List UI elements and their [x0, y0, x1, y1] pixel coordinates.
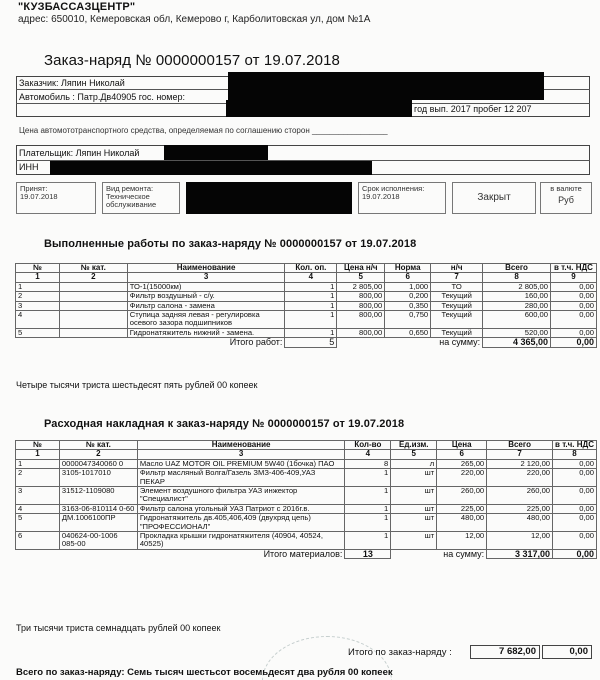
- term-label: Срок исполнения:: [362, 184, 425, 193]
- cell: Фильтр воздушный - с/у.: [127, 292, 285, 301]
- col-header: в т.ч. НДС: [550, 264, 596, 273]
- works-colnum-row: [16, 273, 597, 282]
- grand-total-label: Итого по заказ-наряду :: [348, 647, 452, 658]
- cell: 040624-00-1006 085-00: [59, 532, 137, 550]
- col-header: Кол. оп.: [285, 264, 337, 273]
- cell: Гидронатяжитель дв.405,406,409 (двухряд цепь) "ПРОФЕССИОНАЛ": [137, 514, 345, 532]
- col-header: н/ч: [431, 264, 483, 273]
- cell: 0,00: [550, 301, 596, 310]
- col-header: Цена: [437, 441, 487, 450]
- cell: [59, 301, 127, 310]
- cell: 260,00: [487, 487, 553, 505]
- table-row: [16, 292, 597, 301]
- redaction-bar: [186, 182, 352, 214]
- cell: [59, 282, 127, 291]
- cell: 0,650: [385, 328, 431, 337]
- cell: [59, 328, 127, 337]
- cell: 0,00: [553, 459, 597, 468]
- company-name: "КУЗБАССАЗЦЕНТР": [18, 1, 136, 13]
- works-total-row: [16, 338, 597, 347]
- materials-total-qty: 13: [345, 549, 391, 558]
- works-sum-label: на сумму:: [439, 337, 481, 348]
- payer-inn: ИНН: [19, 162, 39, 172]
- cell: Фильтр масляный Волга/Газель ЗМЗ-406-409,УАЗ ПЕКАР: [137, 469, 345, 487]
- cell: Масло UAZ MOTOR OIL PREMIUM 5W40 (1бочка) ПАО: [137, 459, 345, 468]
- cell: 1: [345, 469, 391, 487]
- cell: Текущий: [431, 301, 483, 310]
- col-header: Кол-во: [345, 441, 391, 450]
- cell: Текущий: [431, 328, 483, 337]
- cell: 4: [16, 311, 60, 329]
- cell: шт: [391, 487, 437, 505]
- document-title: Заказ-наряд № 0000000157 от 19.07.2018: [44, 52, 340, 69]
- cell: Фильтр салона угольный УАЗ Патриот с 2016г.в.: [137, 504, 345, 513]
- cell: 225,00: [437, 504, 487, 513]
- cell: 1: [285, 301, 337, 310]
- cell: 12,00: [437, 532, 487, 550]
- col-number: 4: [345, 450, 391, 459]
- table-row: [16, 532, 597, 550]
- col-header: Наименование: [127, 264, 285, 273]
- grand-total-value: 7 682,00: [470, 645, 540, 659]
- cell: л: [391, 459, 437, 468]
- col-header: Норма: [385, 264, 431, 273]
- cell: 260,00: [437, 487, 487, 505]
- col-header: Всего: [487, 441, 553, 450]
- works-sum-words: Четыре тысячи триста шестьдесят пять рублей 00 копеек: [16, 380, 258, 390]
- col-number: 8: [483, 273, 551, 282]
- repair-value: Техническое обслуживание: [106, 192, 157, 209]
- col-header: №: [16, 264, 60, 273]
- cell: 0,200: [385, 292, 431, 301]
- cell: Прокладка крышки гидронатяжителя (40904, 40524, 40525): [137, 532, 345, 550]
- cell: 3105-1017010: [59, 469, 137, 487]
- materials-total-row: [16, 549, 597, 558]
- cell: 800,00: [337, 328, 385, 337]
- col-header: №: [16, 441, 60, 450]
- cell: 3: [16, 301, 60, 310]
- materials-colnum-row: [16, 450, 597, 459]
- col-number: 1: [16, 450, 60, 459]
- cell: 0,350: [385, 301, 431, 310]
- col-number: 1: [16, 273, 60, 282]
- grand-total-nds: 0,00: [542, 645, 592, 659]
- works-sum-total: 4 365,00: [483, 338, 551, 347]
- cell: 1: [285, 311, 337, 329]
- customer-name: Заказчик: Ляпин Николай: [19, 78, 125, 88]
- col-number: 5: [337, 273, 385, 282]
- cell: 280,00: [483, 301, 551, 310]
- redaction-bar: [50, 161, 372, 175]
- cell: 800,00: [337, 311, 385, 329]
- col-number: 7: [487, 450, 553, 459]
- cell: 480,00: [437, 514, 487, 532]
- col-number: 3: [127, 273, 285, 282]
- col-number: 3: [137, 450, 345, 459]
- cell: 1: [345, 532, 391, 550]
- works-title: Выполненные работы по заказ-наряду № 0000000157 от 19.07.2018: [44, 238, 417, 250]
- cell: [59, 292, 127, 301]
- materials-title: Расходная накладная к заказ-наряду № 0000000157 от 19.07.2018: [44, 418, 405, 430]
- cell: 2: [16, 292, 60, 301]
- works-header-row: [16, 264, 597, 273]
- cell: 2 805,00: [483, 282, 551, 291]
- materials-header-row: [16, 441, 597, 450]
- col-number: 6: [437, 450, 487, 459]
- cell: 0,00: [553, 532, 597, 550]
- cell: 0000047340060 0: [59, 459, 137, 468]
- cell: 1: [16, 459, 60, 468]
- cell: 12,00: [487, 532, 553, 550]
- col-number: 4: [285, 273, 337, 282]
- cell: 1: [345, 514, 391, 532]
- col-header: № кат.: [59, 264, 127, 273]
- cell: шт: [391, 532, 437, 550]
- cell: 160,00: [483, 292, 551, 301]
- redaction-bar: [228, 72, 544, 100]
- cell: 5: [16, 514, 60, 532]
- cell: Текущий: [431, 292, 483, 301]
- cell: 0,00: [553, 487, 597, 505]
- cell: 1: [285, 328, 337, 337]
- payer-name: Плательщик: Ляпин Николай: [19, 148, 140, 158]
- cell: 2 805,00: [337, 282, 385, 291]
- repair-type-box: [102, 182, 180, 214]
- table-row: [16, 487, 597, 505]
- works-table: [15, 263, 597, 348]
- col-number: 6: [385, 273, 431, 282]
- materials-sum-label: на сумму:: [443, 548, 485, 559]
- cell: 0,00: [553, 514, 597, 532]
- accepted-date: 19.07.2018: [20, 192, 58, 201]
- cell: шт: [391, 469, 437, 487]
- cell: 1: [285, 292, 337, 301]
- cell: ДМ.1006100ПР: [59, 514, 137, 532]
- col-number: 7: [431, 273, 483, 282]
- cell: 1: [16, 282, 60, 291]
- cell: 5: [16, 328, 60, 337]
- cell: 0,00: [550, 311, 596, 329]
- col-header: в т.ч. НДС: [553, 441, 597, 450]
- accepted-box: [16, 182, 96, 214]
- table-row: [16, 469, 597, 487]
- redaction-bar: [226, 100, 412, 117]
- cell: Элемент воздушного фильтра УАЗ инжектор "Специалист": [137, 487, 345, 505]
- cell: 0,00: [553, 504, 597, 513]
- cell: 1: [345, 487, 391, 505]
- cell: Гидронатяжитель нижний - замена.: [127, 328, 285, 337]
- materials-sum-words: Три тысячи триста семнадцать рублей 00 копеек: [16, 623, 221, 633]
- cell: 6: [16, 532, 60, 550]
- materials-table: [15, 440, 597, 559]
- cell: Текущий: [431, 311, 483, 329]
- cell: 8: [345, 459, 391, 468]
- cell: 480,00: [487, 514, 553, 532]
- cell: 1: [345, 504, 391, 513]
- works-sum-nds: 0,00: [550, 338, 596, 347]
- table-row: [16, 282, 597, 291]
- cell: шт: [391, 504, 437, 513]
- cell: 3163-06-810114 0-60: [59, 504, 137, 513]
- repair-label: Вид ремонта:: [106, 184, 154, 193]
- cell: 220,00: [437, 469, 487, 487]
- col-header: Цена н/ч: [337, 264, 385, 273]
- cell: 0,00: [550, 282, 596, 291]
- col-number: 2: [59, 273, 127, 282]
- materials-sum-nds: 0,00: [553, 549, 597, 558]
- grand-total-words: Всего по заказ-наряду: Семь тысяч шестьсот восемьдесят два рубля 00 копеек: [16, 667, 393, 678]
- cell: 4: [16, 504, 60, 513]
- cell: 800,00: [337, 292, 385, 301]
- price-note: Цена автомототранспортного средства, определяемая по соглашению сторон _________________: [19, 126, 388, 135]
- cell: шт: [391, 514, 437, 532]
- status-badge: Закрыт: [452, 182, 536, 214]
- cell: 225,00: [487, 504, 553, 513]
- vehicle-info: Автомобиль : Патр.Дв40905 гос. номер:: [19, 92, 186, 102]
- materials-total-label: Итого материалов:: [263, 548, 343, 559]
- vehicle-year-run: год вып. 2017 пробег 12 207: [414, 104, 532, 114]
- cell: 220,00: [487, 469, 553, 487]
- col-header: № кат.: [59, 441, 137, 450]
- accepted-label: Принят:: [20, 184, 48, 193]
- cell: [59, 311, 127, 329]
- table-row: [16, 301, 597, 310]
- cell: 31512-1109080: [59, 487, 137, 505]
- table-row: [16, 311, 597, 329]
- table-row: [16, 328, 597, 337]
- cell: 0,00: [553, 469, 597, 487]
- term-box: [358, 182, 446, 214]
- cell: 0,750: [385, 311, 431, 329]
- cell: ТО-1(15000км): [127, 282, 285, 291]
- cell: 0,00: [550, 328, 596, 337]
- currency-box: [540, 182, 592, 214]
- col-number: 8: [553, 450, 597, 459]
- works-total-qty: 5: [285, 338, 337, 347]
- cell: 2: [16, 469, 60, 487]
- col-number: 5: [391, 450, 437, 459]
- cell: 2 120,00: [487, 459, 553, 468]
- cell: Фильтр салона - замена: [127, 301, 285, 310]
- col-header: Всего: [483, 264, 551, 273]
- cell: ТО: [431, 282, 483, 291]
- col-header: Наименование: [137, 441, 345, 450]
- cell: 1,000: [385, 282, 431, 291]
- redaction-bar: [164, 145, 268, 160]
- col-number: 9: [550, 273, 596, 282]
- table-row: [16, 514, 597, 532]
- cell: 3: [16, 487, 60, 505]
- cell: Ступица задняя левая - регулировка осевого зазора подшипников: [127, 311, 285, 329]
- company-address: адрес: 650010, Кемеровская обл, Кемерово г, Карболитовская ул, дом №1А: [18, 14, 371, 25]
- currency-label: в валюте: [550, 184, 582, 193]
- cell: 800,00: [337, 301, 385, 310]
- col-number: 2: [59, 450, 137, 459]
- materials-sum-total: 3 317,00: [487, 549, 553, 558]
- currency-value: Руб: [558, 195, 574, 205]
- works-total-label: Итого работ:: [229, 337, 283, 348]
- cell: 600,00: [483, 311, 551, 329]
- cell: 0,00: [550, 292, 596, 301]
- cell: 1: [285, 282, 337, 291]
- cell: 520,00: [483, 328, 551, 337]
- col-header: Ед.изм.: [391, 441, 437, 450]
- cell: 265,00: [437, 459, 487, 468]
- term-date: 19.07.2018: [362, 192, 400, 201]
